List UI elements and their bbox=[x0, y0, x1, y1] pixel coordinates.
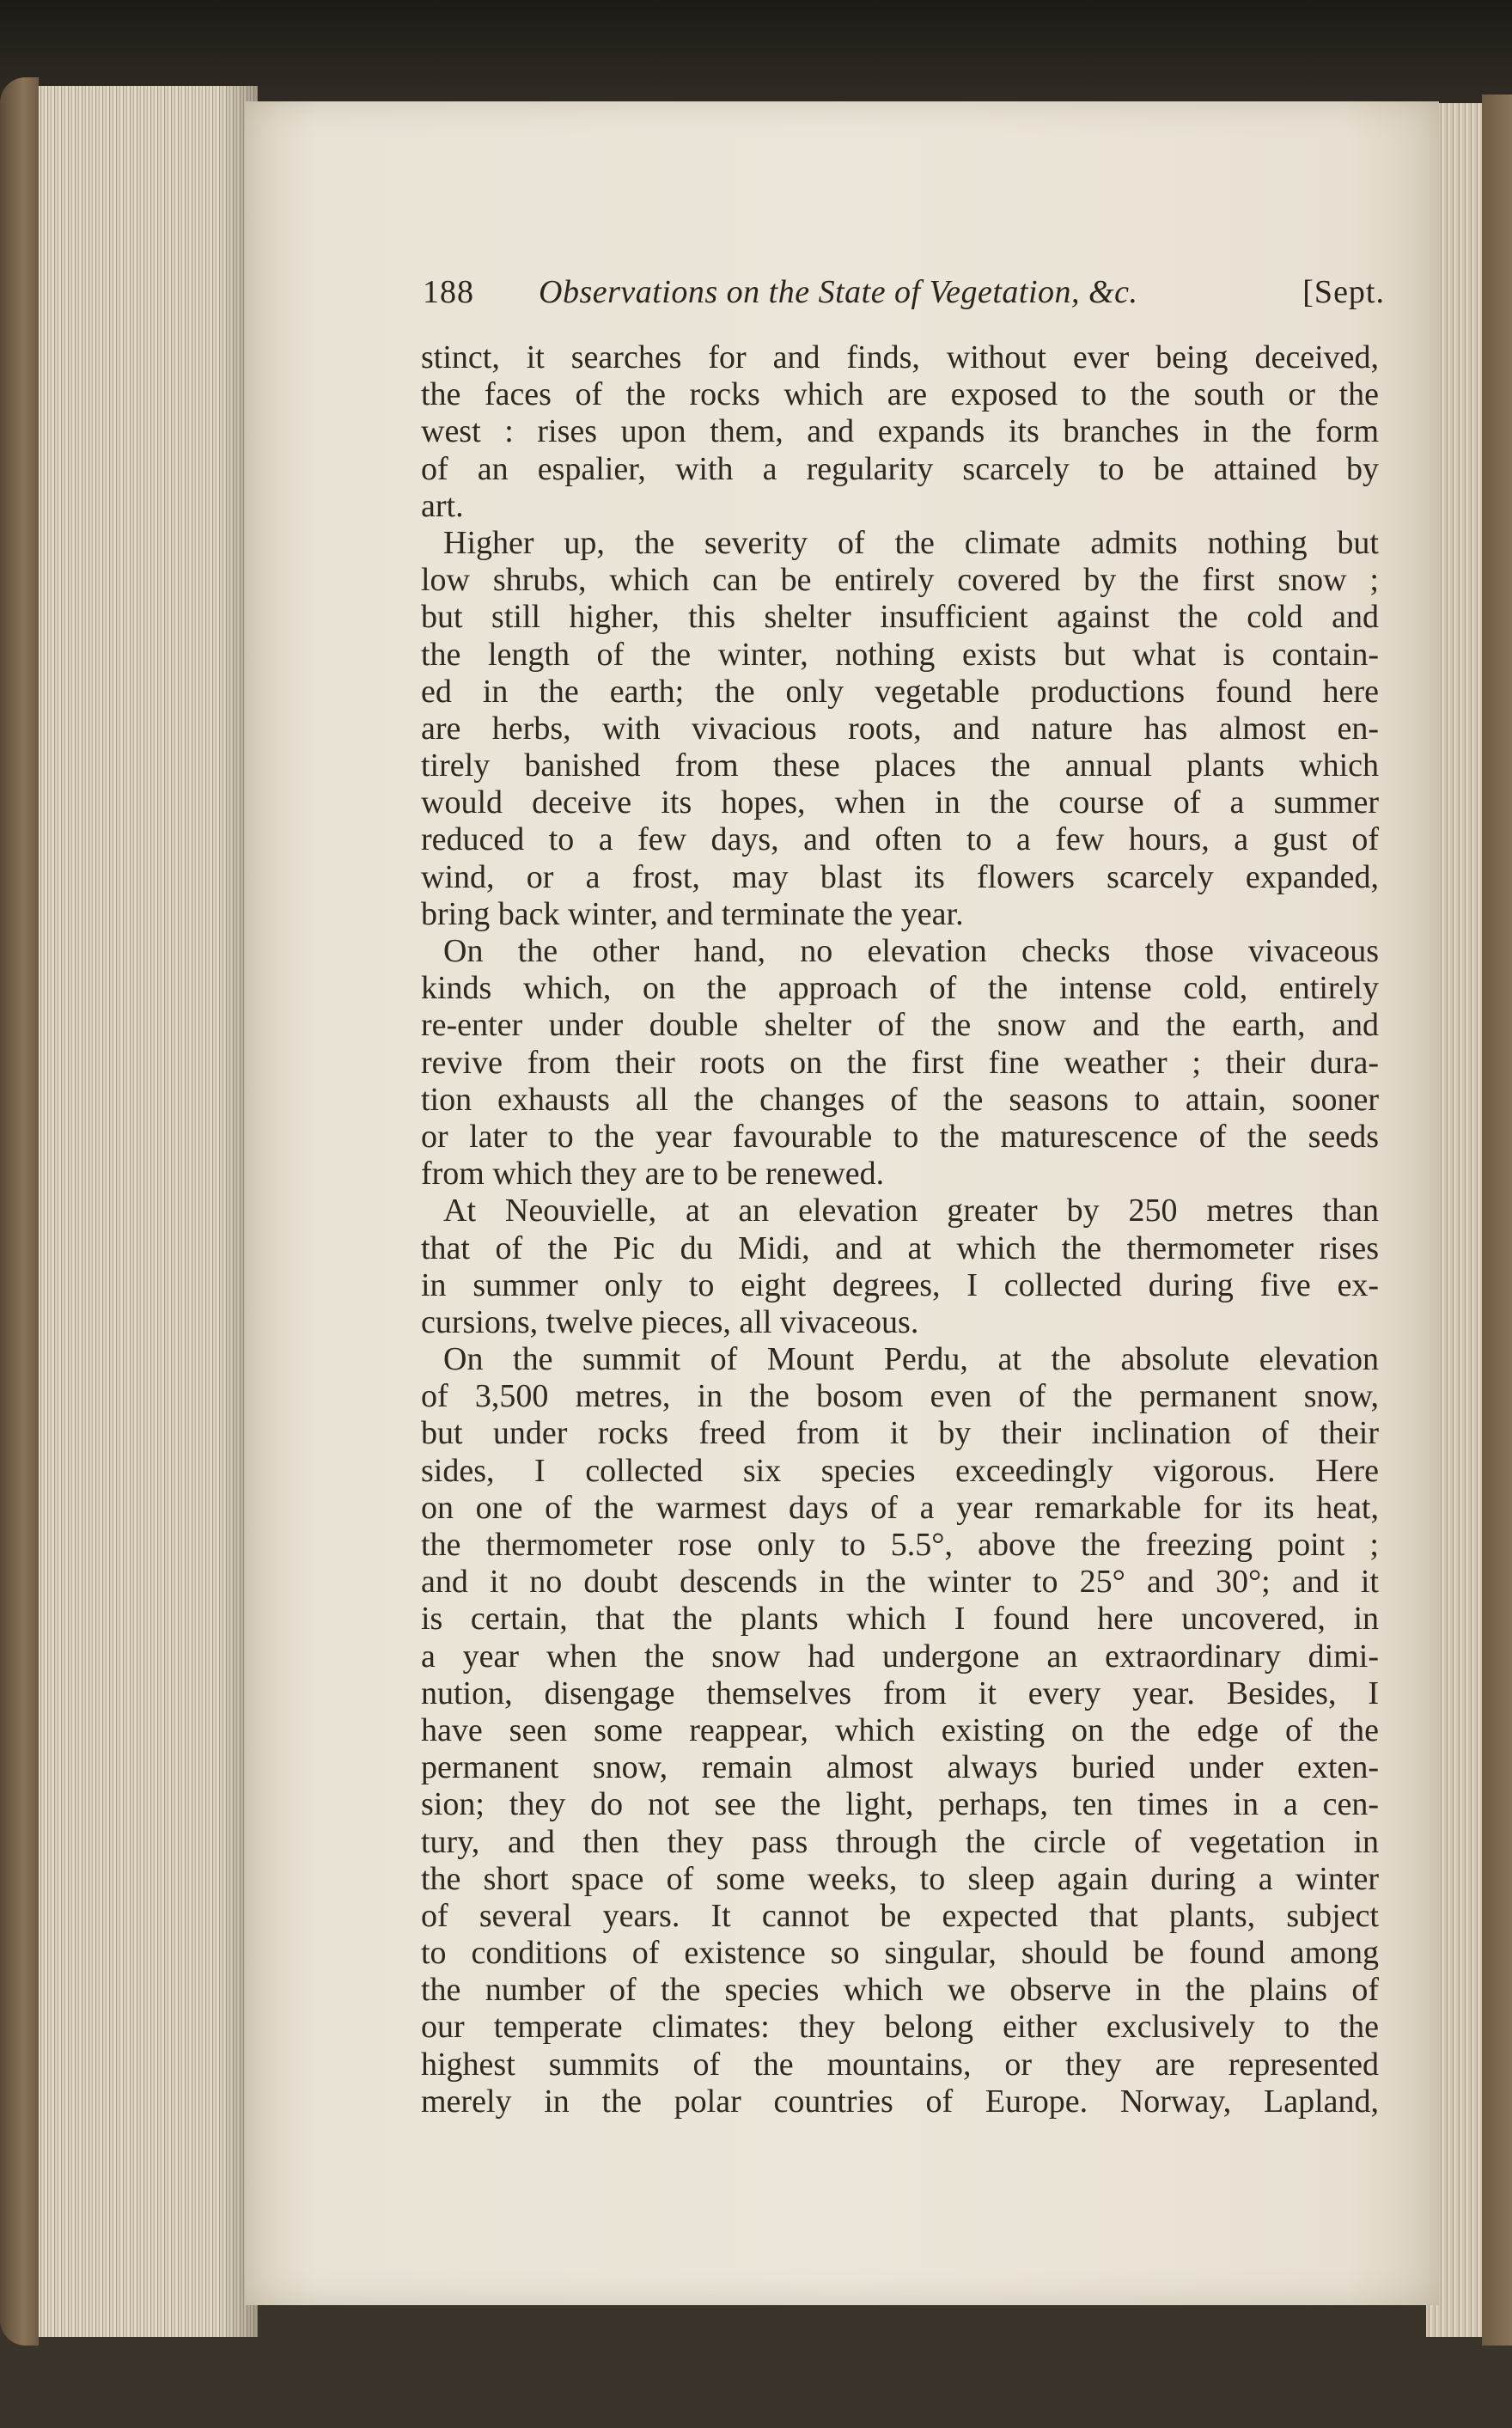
text-line: on one of the warmest days of a year remarkable for its heat, bbox=[421, 1489, 1379, 1526]
text-line: re-enter under double shelter of the snow and the earth, and bbox=[421, 1007, 1379, 1044]
text-line: sion; they do not see the light, perhaps, ten times in a cen- bbox=[421, 1786, 1379, 1823]
page-number: 188 bbox=[423, 274, 474, 310]
text-line: the thermometer rose only to 5.5°, above the freezing point ; bbox=[421, 1527, 1379, 1563]
text-line: ed in the earth; the only vegetable productions found here bbox=[421, 673, 1379, 710]
text-line: of several years. It cannot be expected that plants, subject bbox=[421, 1897, 1379, 1934]
text-line: tirely banished from these places the annual plants which bbox=[421, 747, 1379, 784]
text-line: from which they are to be renewed. bbox=[421, 1156, 885, 1193]
text-line: have seen some reappear, which existing on the edge of the bbox=[421, 1711, 1379, 1748]
text-line: are herbs, with vivacious roots, and nature has almost en- bbox=[421, 710, 1379, 747]
text-line: in summer only to eight degrees, I collected during five ex- bbox=[421, 1266, 1379, 1303]
text-line: west : rises upon them, and expands its branches in the form bbox=[421, 413, 1379, 450]
running-header bbox=[423, 273, 1385, 316]
text-line: At Neouvielle, at an elevation greater by 250 metres than bbox=[443, 1193, 1379, 1229]
text-line: tury, and then they pass through the circle of vegetation in bbox=[421, 1823, 1379, 1860]
right-book-cover bbox=[1482, 95, 1512, 2346]
text-line: Higher up, the severity of the climate admits nothing but bbox=[443, 524, 1379, 561]
text-line: bring back winter, and terminate the year. bbox=[421, 895, 964, 932]
text-line: permanent snow, remain almost always buried under exten- bbox=[421, 1749, 1379, 1786]
text-line: but under rocks freed from it by their inclination of their bbox=[421, 1415, 1379, 1452]
text-line: and it no doubt descends in the winter to 25° and 30°; and it bbox=[421, 1564, 1379, 1601]
text-line: the short space of some weeks, to sleep again during a winter bbox=[421, 1860, 1379, 1897]
text-line: the faces of the rocks which are exposed to the south or the bbox=[421, 376, 1379, 413]
text-line: low shrubs, which can be entirely covered by the first snow ; bbox=[421, 562, 1379, 599]
text-line: nution, disengage themselves from it every year. Besides, I bbox=[421, 1675, 1379, 1711]
text-line: to conditions of existence so singular, should be found among bbox=[421, 1935, 1379, 1972]
text-line: of 3,500 metres, in the bosom even of the permanent snow, bbox=[421, 1378, 1379, 1415]
text-line: tion exhausts all the changes of the seasons to attain, sooner bbox=[421, 1081, 1379, 1118]
text-line: merely in the polar countries of Europe. Norway, Lapland, bbox=[421, 2083, 1379, 2120]
text-line: wind, or a frost, may blast its flowers scarcely expanded, bbox=[421, 858, 1379, 895]
text-line: revive from their roots on the first fine weather ; their dura- bbox=[421, 1044, 1379, 1081]
running-title: Observations on the State of Vegetation, &c. bbox=[539, 274, 1138, 310]
left-book-cover bbox=[0, 77, 39, 2346]
text-line: a year when the snow had undergone an extraordinary dimi- bbox=[421, 1638, 1379, 1675]
text-line: On the summit of Mount Perdu, at the absolute elevation bbox=[443, 1341, 1379, 1378]
text-line: our temperate climates: they belong either exclusively to the bbox=[421, 2009, 1379, 2046]
text-line: cursions, twelve pieces, all vivaceous. bbox=[421, 1303, 919, 1340]
text-line: that of the Pic du Midi, and at which the thermometer rises bbox=[421, 1229, 1379, 1266]
text-line: the number of the species which we observe in the plains of bbox=[421, 1972, 1379, 2009]
text-line: sides, I collected six species exceedingly vigorous. Here bbox=[421, 1452, 1379, 1489]
text-line: stinct, it searches for and finds, without ever being deceived, bbox=[421, 339, 1379, 375]
text-line: or later to the year favourable to the maturescence of the seeds bbox=[421, 1118, 1379, 1155]
running-month: [Sept. bbox=[1302, 274, 1385, 310]
text-line: On the other hand, no elevation checks those vivaceous bbox=[443, 933, 1379, 969]
text-line: of an espalier, with a regularity scarcely to be attained by bbox=[421, 450, 1379, 487]
text-line: highest summits of the mountains, or they are represented bbox=[421, 2046, 1379, 2083]
text-line: reduced to a few days, and often to a few hours, a gust of bbox=[421, 821, 1379, 858]
text-line: art. bbox=[421, 487, 464, 524]
text-line: is certain, that the plants which I found here uncovered, in bbox=[421, 1601, 1379, 1638]
text-line: but still higher, this shelter insufficient against the cold and bbox=[421, 599, 1379, 636]
text-line: kinds which, on the approach of the intense cold, entirely bbox=[421, 970, 1379, 1007]
body-text bbox=[421, 339, 1379, 2120]
text-line: the length of the winter, nothing exists but what is contain- bbox=[421, 636, 1379, 673]
text-line: would deceive its hopes, when in the course of a summer bbox=[421, 784, 1379, 821]
